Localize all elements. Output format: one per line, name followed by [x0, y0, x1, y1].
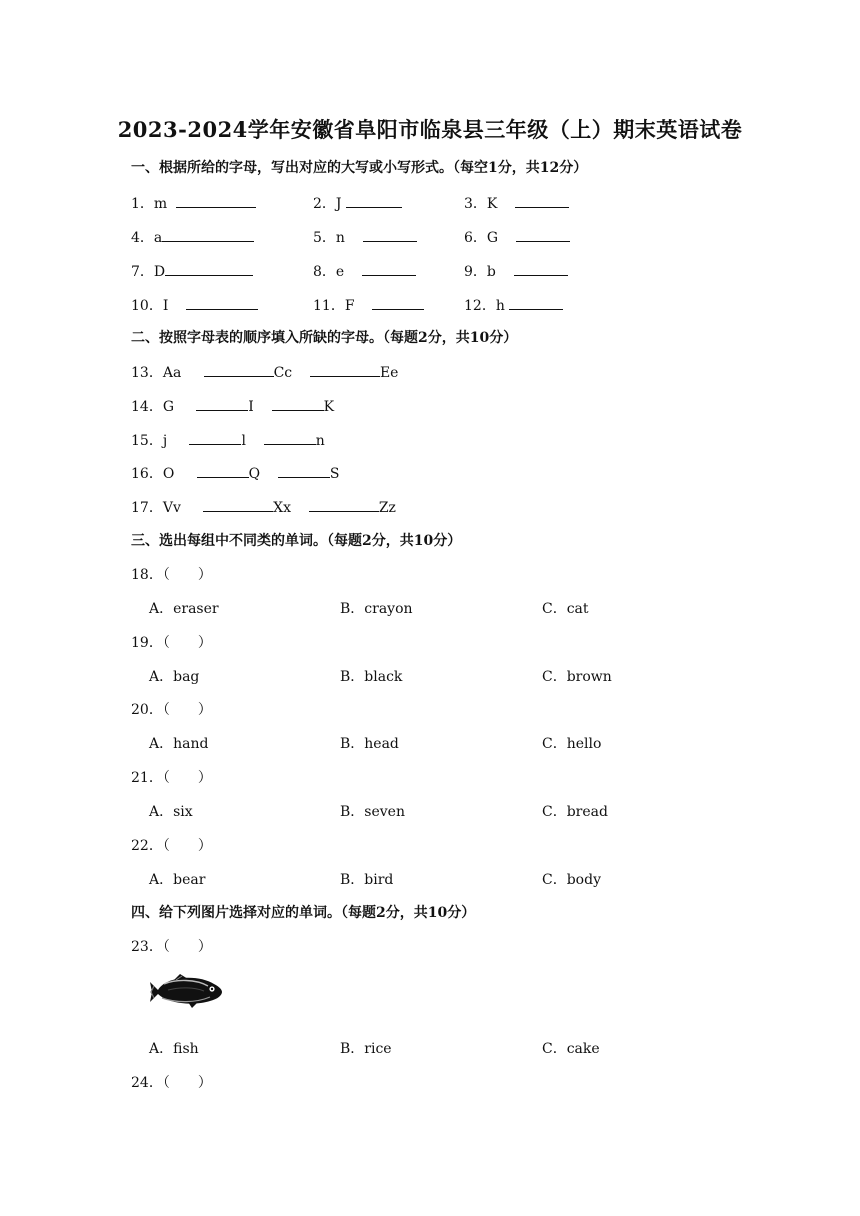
option-b[interactable]: B．crayon [340, 601, 413, 617]
answer-blank[interactable] [310, 364, 380, 377]
answer-blank[interactable] [362, 263, 416, 276]
page-title: 2023-2024学年安徽省阜阳市临泉县三年级（上）期末英语试卷 [117, 117, 743, 142]
answer-blank[interactable] [514, 263, 568, 276]
item-7: 7．D [131, 261, 253, 281]
answer-blank[interactable] [197, 465, 249, 478]
option-b[interactable]: B．bird [340, 872, 394, 888]
item-14: 14．G I K [131, 399, 335, 415]
answer-blank[interactable] [162, 229, 254, 242]
option-c[interactable]: C．bread [542, 804, 608, 820]
item-4: 4．a [131, 227, 254, 247]
item-3: 3．K [464, 193, 569, 213]
option-b[interactable]: B．black [340, 669, 403, 685]
fish-icon [148, 970, 226, 1012]
option-c[interactable]: C．cat [542, 601, 589, 617]
item-8: 8．e [313, 261, 416, 281]
answer-blank[interactable] [264, 432, 316, 445]
answer-blank[interactable] [176, 195, 256, 208]
option-b[interactable]: B．seven [340, 804, 405, 820]
option-c[interactable]: C．cake [542, 1041, 600, 1057]
option-a[interactable]: A．fish [149, 1041, 199, 1057]
question-19: 19．（ ） [131, 635, 212, 651]
section-2-heading: 二、按照字母表的顺序填入所缺的字母。（每题2分，共10分） [131, 330, 518, 346]
answer-blank[interactable] [204, 364, 274, 377]
option-a[interactable]: A．bag [149, 669, 200, 685]
answer-blank[interactable] [372, 297, 424, 310]
option-a[interactable]: A．eraser [149, 601, 219, 617]
answer-blank[interactable] [516, 229, 570, 242]
question-22: 22．（ ） [131, 838, 212, 854]
answer-blank[interactable] [346, 195, 402, 208]
answer-blank[interactable] [363, 229, 417, 242]
item-9: 9．b [464, 261, 568, 281]
answer-blank[interactable] [165, 263, 253, 276]
option-b[interactable]: B．rice [340, 1041, 392, 1057]
question-20: 20．（ ） [131, 702, 212, 718]
item-6: 6．G [464, 227, 570, 247]
answer-blank[interactable] [509, 297, 563, 310]
answer-blank[interactable] [272, 398, 324, 411]
option-a[interactable]: A．six [149, 804, 193, 820]
answer-blank[interactable] [196, 398, 248, 411]
item-11: 11．F [313, 295, 424, 315]
question-18: 18．（ ） [131, 567, 212, 583]
item-15: 15．j l n [131, 433, 325, 449]
question-24: 24．（ ） [131, 1075, 212, 1091]
option-c[interactable]: C．body [542, 872, 601, 888]
answer-blank[interactable] [186, 297, 258, 310]
answer-blank[interactable] [203, 499, 273, 512]
item-12: 12．h [464, 295, 563, 315]
option-c[interactable]: C．hello [542, 736, 602, 752]
answer-blank[interactable] [278, 465, 330, 478]
question-23: 23．（ ） [131, 939, 212, 955]
item-17: 17．Vv Xx Zz [131, 500, 396, 516]
section-1-heading: 一、根据所给的字母，写出对应的大写或小写形式。（每空1分，共12分） [131, 160, 588, 176]
item-13: 13．Aa Cc Ee [131, 365, 399, 381]
answer-blank[interactable] [189, 432, 241, 445]
item-5: 5．n [313, 227, 417, 247]
item-10: 10．I [131, 295, 258, 315]
item-1: 1．m [131, 193, 256, 213]
question-21: 21．（ ） [131, 770, 212, 786]
item-16: 16．O Q S [131, 466, 340, 482]
option-b[interactable]: B．head [340, 736, 399, 752]
option-c[interactable]: C．brown [542, 669, 612, 685]
section-4-heading: 四、给下列图片选择对应的单词。（每题2分，共10分） [131, 905, 476, 921]
option-a[interactable]: A．bear [149, 872, 206, 888]
item-2: 2．J [313, 193, 402, 213]
section-3-heading: 三、选出每组中不同类的单词。（每题2分，共10分） [131, 533, 462, 549]
answer-blank[interactable] [309, 499, 379, 512]
answer-blank[interactable] [515, 195, 569, 208]
option-a[interactable]: A．hand [149, 736, 209, 752]
